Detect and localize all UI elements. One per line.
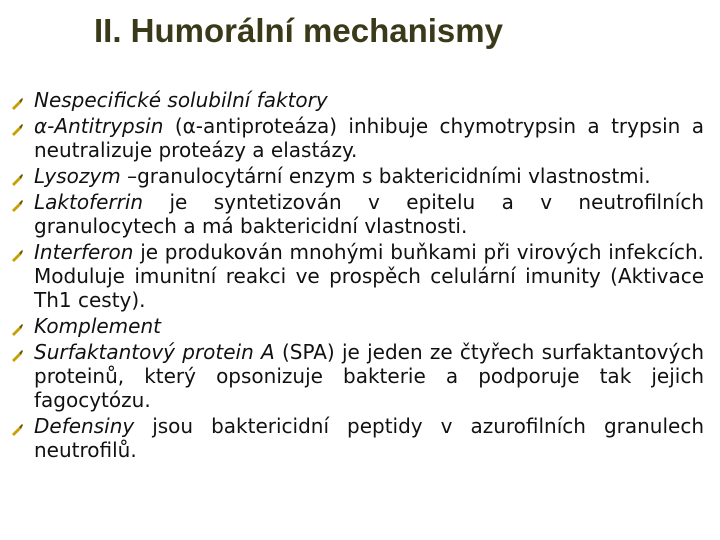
item-text: (α-antiproteáza) inhibuje chymotrypsin a trypsin a neutralizuje proteázy a elastázy. bbox=[34, 114, 704, 162]
item-term: Komplement bbox=[34, 314, 161, 338]
pen-nib-icon bbox=[10, 248, 24, 262]
bullet-item-antitrypsin bbox=[10, 114, 704, 162]
pen-nib-icon bbox=[10, 322, 24, 336]
slide-title: II. Humorální mechanismy bbox=[94, 12, 503, 49]
item-text: –granulocytární enzym s baktericidními vlastnostmi. bbox=[120, 164, 651, 188]
bullet-item-komplement bbox=[10, 314, 704, 338]
item-term: Lysozym bbox=[34, 164, 121, 188]
bullet-item-surfaktant bbox=[10, 340, 704, 412]
item-text: jsou baktericidní peptidy v azurofilních granulech neutrofilů. bbox=[34, 414, 704, 462]
item-term: Defensiny bbox=[34, 414, 135, 438]
item-term: Interferon bbox=[34, 240, 134, 264]
bullet-item-interferon bbox=[10, 240, 704, 312]
bullet-item-defensiny bbox=[10, 414, 704, 462]
item-term: Laktoferrin bbox=[34, 190, 144, 214]
bullet-item-laktoferrin bbox=[10, 190, 704, 238]
bullet-item-lysozym bbox=[10, 164, 704, 188]
pen-nib-icon bbox=[10, 96, 24, 110]
pen-nib-icon bbox=[10, 422, 24, 436]
pen-nib-icon bbox=[10, 348, 24, 362]
item-term: Surfaktantový protein A bbox=[34, 340, 275, 364]
item-text: (SPA) je jeden ze čtyřech surfaktantových proteinů, který opsonizuje bakterie a podporuje tak jejich fagocytózu. bbox=[34, 340, 704, 412]
pen-nib-icon bbox=[10, 198, 24, 212]
item-term: Nespecifické solubilní faktory bbox=[34, 88, 328, 112]
item-text: je produkován mnohými buňkami při virových infekcích. Moduluje imunitní reakci ve prospěch celulární imunity (Aktivace Th1 cesty). bbox=[34, 240, 704, 312]
item-term: α-Antitrypsin bbox=[34, 114, 164, 138]
bullet-list bbox=[10, 88, 704, 464]
bullet-item-nespecificke bbox=[10, 88, 704, 112]
item-text: je syntetizován v epitelu a v neutrofilních granulocytech a má baktericidní vlastnosti. bbox=[34, 190, 704, 238]
pen-nib-icon bbox=[10, 122, 24, 136]
pen-nib-icon bbox=[10, 172, 24, 186]
